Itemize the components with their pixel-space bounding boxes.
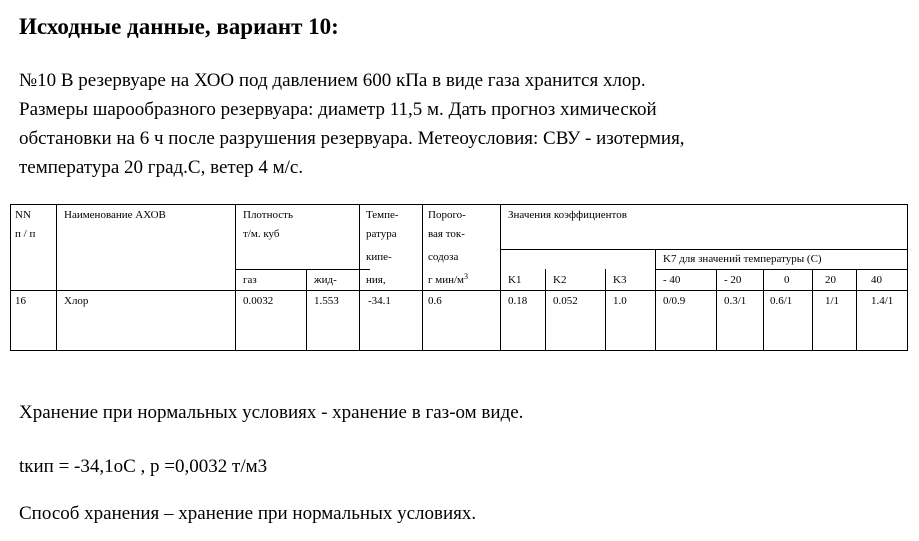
header-name: Наименование АХОВ bbox=[64, 209, 166, 221]
header-temp-40: 40 bbox=[871, 274, 882, 286]
task-line: Размеры шарообразного резервуара: диаметр 11,5 м. Дать прогноз химической bbox=[19, 99, 657, 120]
header-temp: ния, bbox=[366, 274, 386, 286]
table-col-rule bbox=[655, 249, 656, 351]
table-border-left bbox=[10, 204, 11, 351]
table-col-rule bbox=[306, 269, 307, 351]
data-table bbox=[10, 204, 908, 351]
header-density: т/м. куб bbox=[243, 228, 280, 240]
table-col-rule bbox=[605, 269, 606, 351]
table-col-rule bbox=[235, 204, 236, 351]
table-rule-header bbox=[10, 290, 908, 291]
header-threshold: г мин/$м^3$ bbox=[428, 272, 469, 286]
task-line: №10 В резервуаре на ХОО под давлением 600 кПа в виде газа хранится хлор. bbox=[19, 70, 646, 91]
table-rule-density bbox=[235, 269, 370, 270]
header-nn: NN bbox=[15, 209, 31, 221]
task-description bbox=[19, 66, 899, 182]
header-nn: п / п bbox=[15, 228, 36, 240]
header-temp-20: 20 bbox=[825, 274, 836, 286]
header-temp: Темпе- bbox=[366, 209, 399, 221]
table-col-rule bbox=[359, 204, 360, 351]
cell-k1: 0.18 bbox=[508, 295, 528, 307]
table-border-bottom bbox=[10, 350, 908, 351]
note-storage-method: Способ хранения – хранение при нормальных условиях. bbox=[19, 503, 477, 524]
header-k2: K2 bbox=[553, 274, 567, 286]
table-col-rule bbox=[545, 269, 546, 351]
cell-liquid: 1.553 bbox=[314, 295, 339, 307]
cell-k3: 1.0 bbox=[613, 295, 627, 307]
table-rule-k7 bbox=[655, 269, 908, 270]
header-threshold: Порого- bbox=[428, 209, 466, 221]
header-coefficients: Значения коэффициентов bbox=[508, 209, 627, 221]
cell-k7-minus20: 0.3/1 bbox=[724, 295, 747, 307]
header-k1: K1 bbox=[508, 274, 522, 286]
header-temp: кипе- bbox=[366, 251, 392, 263]
table-col-rule bbox=[56, 204, 57, 351]
cell-k7-40: 1.4/1 bbox=[871, 295, 894, 307]
header-threshold: вая ток- bbox=[428, 228, 465, 240]
header-liquid: жид- bbox=[314, 274, 337, 286]
note-boiling-point: tкип = -34,1оС , р =0,0032 т/м3 bbox=[19, 456, 268, 477]
table-col-rule bbox=[716, 269, 717, 351]
table-border-right bbox=[907, 204, 908, 351]
header-threshold-superscript: 3 bbox=[464, 272, 469, 281]
header-temp-0: 0 bbox=[784, 274, 790, 286]
cell-threshold: 0.6 bbox=[428, 295, 442, 307]
cell-name: Хлор bbox=[64, 295, 89, 307]
header-threshold: содоза bbox=[428, 251, 459, 263]
cell-k7-minus40: 0/0.9 bbox=[663, 295, 686, 307]
cell-k7-0: 0.6/1 bbox=[770, 295, 793, 307]
table-border-top bbox=[10, 204, 908, 205]
table-col-rule bbox=[812, 269, 813, 351]
header-k7: K7 для значений температуры (С) bbox=[663, 253, 822, 265]
cell-boil: -34.1 bbox=[368, 295, 391, 307]
table-col-rule bbox=[763, 269, 764, 351]
cell-k7-20: 1/1 bbox=[825, 295, 840, 307]
note-storage: Хранение при нормальных условиях - хранение в газ-ом виде. bbox=[19, 402, 524, 423]
task-line: температура 20 град.С, ветер 4 м/с. bbox=[19, 157, 304, 178]
header-density: Плотность bbox=[243, 209, 293, 221]
header-temp-minus40: - 40 bbox=[663, 274, 681, 286]
cell-nn: 16 bbox=[15, 295, 26, 307]
header-gas: газ bbox=[243, 274, 257, 286]
cell-gas: 0.0032 bbox=[243, 295, 274, 307]
table-rule-coef bbox=[500, 249, 908, 250]
table-col-rule bbox=[500, 204, 501, 351]
header-temp-minus20: - 20 bbox=[724, 274, 742, 286]
task-line: обстановки на 6 ч после разрушения резервуара. Метеоусловия: СВУ - изотермия, bbox=[19, 128, 685, 149]
table-col-rule bbox=[856, 269, 857, 351]
header-temp: ратура bbox=[366, 228, 397, 240]
table-col-rule bbox=[422, 204, 423, 351]
cell-k2: 0.052 bbox=[553, 295, 578, 307]
header-k3: K3 bbox=[613, 274, 627, 286]
page-title: Исходные данные, вариант 10: bbox=[19, 14, 339, 39]
